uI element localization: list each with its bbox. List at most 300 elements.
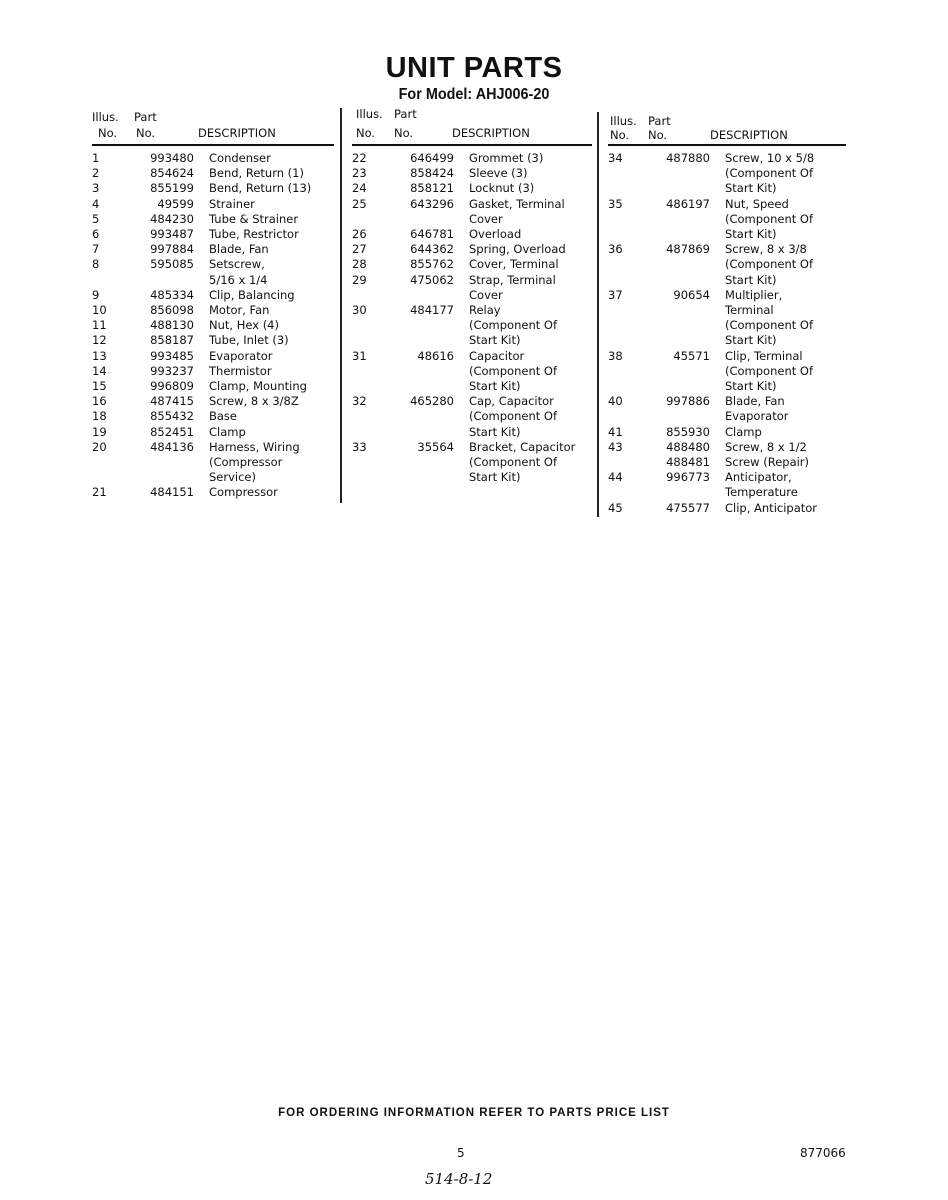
parts-row	[352, 257, 592, 272]
part-description: Evaporator	[209, 348, 273, 363]
part-description: Condenser	[209, 151, 271, 165]
illus-number	[352, 470, 392, 485]
illus-number	[352, 212, 392, 227]
part-description: Relay	[469, 303, 501, 318]
header-illus-no: No.	[98, 126, 118, 140]
illus-number: 21	[92, 485, 107, 500]
part-description: Setscrew,	[209, 257, 265, 272]
illus-number	[608, 257, 648, 272]
part-description: Start Kit)	[469, 379, 521, 394]
header-illus: Illus.	[356, 107, 383, 121]
illus-number	[608, 166, 648, 181]
illus-number: 9	[92, 287, 100, 302]
parts-row	[352, 197, 592, 212]
part-description: Blade, Fan	[209, 242, 269, 257]
part-description: Screw, 8 x 1/2	[725, 439, 807, 454]
illus-number: 8	[92, 257, 100, 272]
part-number	[648, 227, 725, 242]
part-number	[392, 212, 469, 227]
part-description: Bend, Return (1)	[209, 166, 304, 181]
parts-row	[352, 303, 592, 318]
parts-row	[608, 501, 846, 516]
illus-number: 24	[352, 181, 367, 196]
illus-number: 18	[92, 409, 107, 424]
part-number: 993237	[150, 363, 194, 378]
part-description: Anticipator,	[725, 470, 792, 485]
part-number	[392, 409, 469, 424]
parts-row-continuation	[608, 409, 846, 424]
part-number: 487880	[666, 151, 710, 165]
illus-number	[352, 425, 392, 440]
part-description: Temperature	[725, 485, 798, 500]
parts-row-continuation	[352, 409, 592, 424]
parts-row-continuation	[92, 455, 334, 470]
illus-number: 45	[608, 500, 623, 515]
parts-row-continuation	[352, 425, 592, 440]
parts-row-continuation	[352, 318, 592, 333]
parts-row-continuation	[608, 273, 846, 288]
part-number	[132, 455, 209, 470]
part-number	[648, 166, 725, 181]
parts-row-continuation	[352, 212, 592, 227]
part-number	[392, 379, 469, 394]
illus-number	[352, 288, 392, 303]
illus-number	[608, 379, 648, 394]
illus-number	[608, 212, 648, 227]
part-number	[648, 212, 725, 227]
parts-row-continuation	[352, 455, 592, 470]
part-description: (Component Of	[725, 257, 814, 272]
part-number: 997886	[666, 394, 710, 409]
illus-number: 12	[92, 333, 107, 348]
part-description: Strap, Terminal	[469, 272, 556, 287]
ordering-note: FOR ORDERING INFORMATION REFER TO PARTS PRICE LIST	[278, 1107, 670, 1119]
illus-number: 14	[92, 363, 107, 378]
part-description: Clamp	[209, 424, 246, 439]
parts-row-continuation	[352, 288, 592, 303]
illus-number: 11	[92, 318, 107, 333]
parts-row-continuation	[92, 470, 334, 485]
parts-row	[92, 379, 334, 394]
parts-column-1	[92, 110, 334, 501]
header-description: DESCRIPTION	[710, 128, 788, 142]
part-number: 996809	[150, 379, 194, 394]
part-number: 646499	[410, 151, 454, 165]
illus-number: 44	[608, 470, 623, 485]
illus-number: 29	[352, 272, 367, 287]
part-number: 484177	[410, 303, 454, 318]
illus-number: 30	[352, 303, 367, 318]
parts-column-2	[352, 107, 592, 485]
illus-number	[92, 470, 132, 485]
illus-number: 27	[352, 242, 367, 257]
parts-row	[608, 394, 846, 409]
illus-number: 41	[608, 424, 623, 439]
illus-number: 2	[92, 166, 100, 181]
part-number: 993487	[150, 227, 194, 242]
column-divider	[340, 108, 342, 503]
part-number: 996773	[666, 470, 710, 485]
header-part-no: No.	[136, 126, 156, 140]
part-number: 595085	[150, 257, 194, 272]
illus-number	[608, 409, 648, 424]
part-description: Capacitor	[469, 348, 525, 363]
part-description: Screw, 10 x 5/8	[725, 151, 815, 165]
header-illus: Illus.	[610, 114, 637, 128]
part-description: Screw (Repair)	[725, 455, 810, 470]
part-description: Compressor	[209, 485, 278, 500]
illus-number: 23	[352, 166, 367, 181]
parts-list	[352, 146, 592, 485]
parts-row	[352, 440, 592, 455]
illus-number: 31	[352, 348, 367, 363]
part-description: Tube, Restrictor	[209, 227, 299, 242]
illus-number: 5	[92, 211, 100, 226]
illus-number: 36	[608, 242, 623, 257]
parts-row	[352, 181, 592, 196]
illus-number: 35	[608, 196, 623, 211]
parts-row	[92, 197, 334, 212]
illus-number	[92, 455, 132, 470]
part-number	[392, 425, 469, 440]
illus-number	[608, 485, 648, 500]
part-description: Overload	[469, 227, 522, 242]
header-illus: Illus.	[92, 110, 119, 124]
part-description: Bend, Return (13)	[209, 181, 312, 196]
illus-number: 38	[608, 348, 623, 363]
illus-number: 37	[608, 287, 623, 302]
part-description: Bracket, Capacitor	[469, 439, 576, 454]
illus-number: 10	[92, 303, 107, 318]
parts-row	[352, 394, 592, 409]
parts-row	[92, 318, 334, 333]
part-description: Clip, Anticipator	[725, 500, 818, 515]
part-description: Clamp	[725, 424, 762, 439]
parts-row	[92, 257, 334, 272]
parts-row-continuation	[352, 379, 592, 394]
parts-row-continuation	[608, 364, 846, 379]
parts-row-continuation	[608, 379, 846, 394]
part-number: 855432	[150, 409, 194, 424]
parts-row	[608, 197, 846, 212]
illus-number: 34	[608, 151, 623, 165]
part-number	[648, 257, 725, 272]
part-description: Evaporator	[725, 409, 789, 424]
part-description: Locknut (3)	[469, 181, 535, 196]
part-description: Sleeve (3)	[469, 166, 528, 181]
illus-number: 1	[92, 151, 100, 165]
parts-row	[92, 166, 334, 181]
parts-row	[608, 288, 846, 303]
part-number: 465280	[410, 394, 454, 409]
part-number: 48616	[417, 348, 454, 363]
parts-row	[92, 227, 334, 242]
illus-number: 22	[352, 151, 367, 165]
part-number	[648, 303, 725, 318]
part-number	[392, 318, 469, 333]
part-number: 855930	[666, 424, 710, 439]
part-number	[648, 485, 725, 500]
part-number: 644362	[410, 242, 454, 257]
illus-number	[608, 455, 648, 470]
part-number: 484136	[150, 439, 194, 454]
illus-number	[352, 379, 392, 394]
illus-number	[608, 303, 648, 318]
part-number: 488130	[150, 318, 194, 333]
column-header	[352, 107, 592, 146]
part-number	[648, 409, 725, 424]
part-number: 855199	[150, 181, 194, 196]
part-number: 484230	[150, 211, 194, 226]
part-number: 488481	[666, 455, 710, 470]
part-description: (Component Of	[469, 409, 558, 424]
illus-number: 16	[92, 394, 107, 409]
illus-number: 7	[92, 242, 100, 257]
column-header	[92, 110, 334, 146]
illus-number	[608, 181, 648, 196]
parts-row	[352, 242, 592, 257]
part-description: Clip, Balancing	[209, 287, 295, 302]
part-number: 485334	[150, 287, 194, 302]
parts-row	[608, 455, 846, 470]
part-number: 997884	[150, 242, 194, 257]
part-number: 49599	[157, 196, 194, 211]
parts-row	[92, 242, 334, 257]
part-description: Nut, Speed	[725, 196, 789, 211]
illus-number	[608, 318, 648, 333]
part-number	[648, 318, 725, 333]
parts-row	[352, 227, 592, 242]
parts-row-continuation	[608, 166, 846, 181]
part-description: Harness, Wiring	[209, 439, 300, 454]
part-description: Start Kit)	[469, 470, 521, 485]
part-description: Clamp, Mounting	[209, 379, 307, 394]
page-number: 5	[457, 1146, 465, 1160]
parts-list	[608, 146, 846, 516]
part-description: Motor, Fan	[209, 303, 270, 318]
illus-number: 15	[92, 379, 107, 394]
parts-row	[92, 394, 334, 409]
parts-row	[92, 425, 334, 440]
part-description: Strainer	[209, 196, 255, 211]
header-part: Part	[648, 114, 671, 128]
illus-number: 43	[608, 439, 623, 454]
illus-number: 19	[92, 424, 107, 439]
parts-row	[92, 485, 334, 500]
illus-number: 20	[92, 439, 107, 454]
part-number	[392, 364, 469, 379]
part-number	[392, 470, 469, 485]
header-description: DESCRIPTION	[198, 126, 276, 140]
part-number: 487415	[150, 394, 194, 409]
header-illus-no: No.	[610, 128, 630, 142]
model-subtitle: For Model: AHJ006-20	[398, 86, 550, 103]
illus-number	[92, 273, 132, 288]
column-divider	[597, 112, 599, 517]
illus-number	[352, 318, 392, 333]
parts-row	[608, 470, 846, 485]
parts-row	[352, 349, 592, 364]
part-number: 858187	[150, 333, 194, 348]
illus-number	[352, 333, 392, 348]
part-number	[648, 379, 725, 394]
part-description: Spring, Overload	[469, 242, 566, 257]
header-illus-no: No.	[356, 126, 376, 140]
part-description: Screw, 8 x 3/8	[725, 242, 807, 257]
illus-number: 3	[92, 181, 100, 196]
parts-row	[92, 288, 334, 303]
part-number	[648, 181, 725, 196]
part-description: Gasket, Terminal	[469, 196, 565, 211]
part-number	[132, 470, 209, 485]
parts-row	[92, 303, 334, 318]
part-number	[132, 273, 209, 288]
part-description: Start Kit)	[725, 379, 777, 394]
parts-row-continuation	[608, 333, 846, 348]
part-description: Tube & Strainer	[209, 211, 299, 226]
parts-row	[92, 440, 334, 455]
parts-row	[608, 242, 846, 257]
illus-number	[352, 455, 392, 470]
parts-list	[92, 146, 334, 501]
parts-row	[92, 409, 334, 424]
handwritten-note: 514-8-12	[425, 1170, 493, 1188]
header-part: Part	[134, 110, 157, 124]
parts-row-continuation	[352, 364, 592, 379]
part-number: 484151	[150, 485, 194, 500]
parts-row	[352, 166, 592, 181]
part-number: 856098	[150, 303, 194, 318]
part-description: Cap, Capacitor	[469, 394, 554, 409]
part-description: Base	[209, 409, 238, 424]
parts-row-continuation	[608, 303, 846, 318]
illus-number	[608, 364, 648, 379]
part-number: 646781	[410, 227, 454, 242]
part-number: 993480	[150, 151, 194, 165]
parts-row	[352, 273, 592, 288]
parts-row	[92, 349, 334, 364]
part-number: 475062	[410, 272, 454, 287]
illus-number	[352, 409, 392, 424]
part-description: (Component Of	[469, 318, 558, 333]
part-number	[392, 455, 469, 470]
parts-column-3	[608, 110, 846, 516]
part-description: Start Kit)	[725, 272, 777, 287]
illus-number: 13	[92, 348, 107, 363]
part-number: 475577	[666, 500, 710, 515]
part-number: 858424	[410, 166, 454, 181]
part-description: Tube, Inlet (3)	[209, 333, 289, 348]
part-number: 487869	[666, 242, 710, 257]
part-number: 858121	[410, 181, 454, 196]
part-description: Cover	[469, 287, 503, 302]
part-number: 854624	[150, 166, 194, 181]
column-header	[608, 110, 846, 146]
parts-row	[92, 151, 334, 166]
part-description: Cover, Terminal	[469, 257, 559, 272]
part-number: 643296	[410, 196, 454, 211]
illus-number	[352, 364, 392, 379]
parts-row	[92, 333, 334, 348]
illus-number: 28	[352, 257, 367, 272]
parts-row-continuation	[352, 333, 592, 348]
part-description: Terminal	[725, 303, 774, 318]
part-number	[392, 333, 469, 348]
part-description: (Component Of	[725, 166, 814, 181]
part-description: (Component Of	[725, 318, 814, 333]
part-description: Start Kit)	[469, 333, 521, 348]
parts-row	[92, 181, 334, 196]
parts-row-continuation	[608, 318, 846, 333]
parts-row	[608, 425, 846, 440]
parts-row	[608, 440, 846, 455]
illus-number: 25	[352, 196, 367, 211]
parts-row-continuation	[608, 485, 846, 500]
parts-row	[92, 212, 334, 227]
part-description: (Component Of	[725, 211, 814, 226]
part-number: 993485	[150, 348, 194, 363]
parts-row-continuation	[92, 273, 334, 288]
page-title: UNIT PARTS	[385, 52, 563, 84]
part-description: Start Kit)	[725, 181, 777, 196]
part-description: Grommet (3)	[469, 151, 544, 165]
header-part: Part	[394, 107, 417, 121]
parts-row	[92, 364, 334, 379]
part-number: 488480	[666, 439, 710, 454]
part-number	[648, 273, 725, 288]
part-description: Cover	[469, 211, 503, 226]
part-description: (Compressor	[209, 455, 283, 470]
part-number	[648, 364, 725, 379]
part-description: (Component Of	[469, 455, 558, 470]
part-number: 852451	[150, 424, 194, 439]
part-description: Service)	[209, 470, 256, 485]
parts-row-continuation	[608, 212, 846, 227]
parts-row-continuation	[352, 470, 592, 485]
illus-number: 40	[608, 394, 623, 409]
part-description: Start Kit)	[725, 333, 777, 348]
parts-row-continuation	[608, 181, 846, 196]
part-number: 45571	[673, 348, 710, 363]
illus-number	[608, 273, 648, 288]
illus-number: 32	[352, 394, 367, 409]
part-number: 855762	[410, 257, 454, 272]
part-description: Nut, Hex (4)	[209, 318, 279, 333]
part-description: Clip, Terminal	[725, 348, 803, 363]
illus-number: 33	[352, 439, 367, 454]
part-description: Blade, Fan	[725, 394, 785, 409]
part-description: Thermistor	[209, 363, 272, 378]
illus-number	[608, 333, 648, 348]
parts-row	[608, 349, 846, 364]
part-description: (Component Of	[725, 363, 814, 378]
part-description: (Component Of	[469, 363, 558, 378]
header-part-no: No.	[648, 128, 668, 142]
illus-number	[608, 227, 648, 242]
part-description: 5/16 x 1/4	[209, 272, 268, 287]
part-description: Start Kit)	[725, 227, 777, 242]
illus-number: 4	[92, 196, 100, 211]
part-number: 90654	[673, 287, 710, 302]
part-description: Screw, 8 x 3/8Z	[209, 394, 299, 409]
part-number	[392, 288, 469, 303]
part-number: 35564	[417, 439, 454, 454]
parts-row	[608, 151, 846, 166]
part-description: Start Kit)	[469, 424, 521, 439]
parts-row-continuation	[608, 257, 846, 272]
illus-number: 6	[92, 227, 100, 242]
part-number: 486197	[666, 196, 710, 211]
